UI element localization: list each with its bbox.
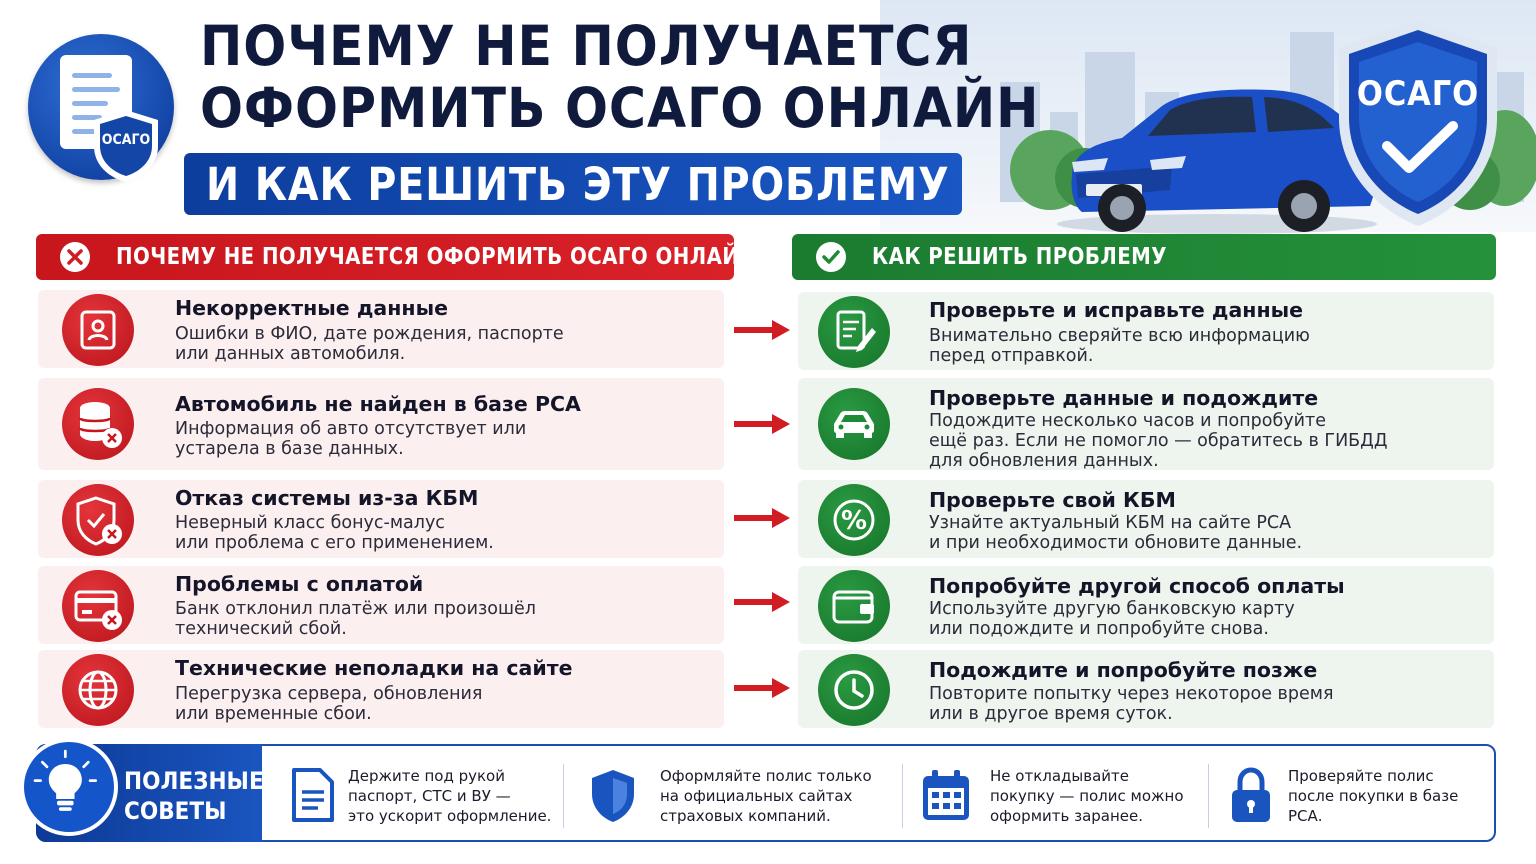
percent-icon bbox=[818, 484, 890, 556]
solution-text: Повторите попытку через некоторое время или в другое время суток. bbox=[929, 684, 1334, 724]
lightbulb-icon bbox=[20, 738, 118, 836]
solution-text: Используйте другую банковскую карту или подождите и попробуйте снова. bbox=[929, 599, 1295, 639]
tips-title: ПОЛЕЗНЫЕ СОВЕТЫ bbox=[124, 767, 264, 825]
globe-icon bbox=[62, 654, 134, 726]
id-card-icon bbox=[62, 294, 134, 366]
page-title-line1: ПОЧЕМУ НЕ ПОЛУЧАЕТСЯ bbox=[200, 14, 973, 78]
tip-text: Проверяйте полис после покупки в базе РСА. bbox=[1288, 767, 1459, 825]
solutions-header-title: КАК РЕШИТЬ ПРОБЛЕМУ bbox=[872, 244, 1167, 270]
car-illustration bbox=[1052, 66, 1382, 236]
problem-text: Банк отклонил платёж или произошёл технический сбой. bbox=[175, 599, 536, 639]
solution-title: Проверьте данные и подождите bbox=[929, 386, 1319, 410]
shield-check-icon bbox=[1335, 18, 1501, 228]
arrow-right-icon bbox=[734, 676, 792, 700]
problem-item bbox=[38, 378, 724, 470]
tip-item bbox=[1228, 764, 1488, 830]
arrow-right-icon bbox=[734, 318, 792, 342]
solutions-header bbox=[792, 234, 1496, 280]
problem-title: Некорректные данные bbox=[175, 296, 449, 320]
shield-icon bbox=[590, 766, 636, 824]
divider bbox=[563, 764, 564, 828]
problem-text: Ошибки в ФИО, дате рождения, паспорте или данных автомобиля. bbox=[175, 324, 564, 364]
solution-text: Внимательно сверяйте всю информацию перед отправкой. bbox=[929, 326, 1310, 366]
problem-item bbox=[38, 480, 724, 558]
problems-header bbox=[36, 234, 757, 280]
problem-text: Информация об авто отсутствует или устарела в базе данных. bbox=[175, 419, 527, 459]
solution-title: Подождите и попробуйте позже bbox=[929, 658, 1318, 682]
solution-title: Проверьте и исправьте данные bbox=[929, 298, 1304, 322]
solution-item bbox=[798, 378, 1494, 470]
clock-icon bbox=[818, 654, 890, 726]
card-error-icon bbox=[62, 570, 134, 642]
database-error-icon bbox=[62, 388, 134, 460]
solution-item bbox=[798, 566, 1494, 644]
problem-item bbox=[38, 650, 724, 728]
arrow-right-icon bbox=[734, 506, 792, 530]
arrow-right-icon bbox=[734, 590, 792, 614]
car-icon bbox=[818, 388, 890, 460]
solution-title: Проверьте свой КБМ bbox=[929, 488, 1176, 512]
divider bbox=[902, 764, 903, 828]
problem-item bbox=[38, 290, 724, 368]
calendar-icon bbox=[920, 766, 972, 824]
problem-title: Проблемы с оплатой bbox=[175, 572, 424, 596]
problem-title: Технические неполадки на сайте bbox=[175, 656, 573, 680]
wallet-icon bbox=[818, 570, 890, 642]
solution-title: Попробуйте другой способ оплаты bbox=[929, 574, 1345, 598]
problem-title: Автомобиль не найден в базе РСА bbox=[175, 392, 581, 416]
edit-document-icon bbox=[818, 296, 890, 368]
check-icon bbox=[816, 242, 846, 272]
problem-text: Перегрузка сервера, обновления или временные сбои. bbox=[175, 684, 483, 724]
lock-icon bbox=[1228, 766, 1274, 824]
arrow-right-icon bbox=[734, 412, 792, 436]
solution-item bbox=[798, 292, 1494, 370]
divider bbox=[1208, 764, 1209, 828]
shield-error-icon bbox=[62, 484, 134, 556]
solution-text: Подождите несколько часов и попробуйте ещё раз. Если не помогло — обратитесь в ГИБДД для обновления данных. bbox=[929, 411, 1388, 471]
problem-text: Неверный класс бонус-малус или проблема с его применением. bbox=[175, 513, 494, 553]
tip-item bbox=[290, 764, 560, 830]
solution-item bbox=[798, 650, 1494, 728]
tip-item bbox=[590, 764, 890, 830]
page-title-line2: ОФОРМИТЬ ОСАГО ОНЛАЙН bbox=[200, 76, 1040, 140]
tip-text: Оформляйте полис только на официальных сайтах страховых компаний. bbox=[660, 767, 872, 825]
close-icon bbox=[60, 242, 90, 272]
logo-text: ОСАГО bbox=[101, 132, 151, 148]
solution-item bbox=[798, 480, 1494, 558]
shield-text: ОСАГО bbox=[1356, 74, 1480, 114]
problem-item bbox=[38, 566, 724, 644]
tip-text: Не откладывайте покупку — полис можно оформить заранее. bbox=[990, 767, 1184, 825]
problem-title: Отказ системы из-за КБМ bbox=[175, 486, 479, 510]
tip-item bbox=[920, 764, 1190, 830]
tip-text: Держите под рукой паспорт, СТС и ВУ — это ускорит оформление. bbox=[348, 767, 552, 825]
page-subtitle: И КАК РЕШИТЬ ЭТУ ПРОБЛЕМУ bbox=[206, 158, 950, 211]
document-icon bbox=[290, 766, 336, 824]
svg-text:%: % bbox=[840, 506, 868, 536]
solution-text: Узнайте актуальный КБМ на сайте РСА и при необходимости обновите данные. bbox=[929, 513, 1303, 553]
problems-header-title: ПОЧЕМУ НЕ ПОЛУЧАЕТСЯ ОФОРМИТЬ ОСАГО ОНЛАЙН bbox=[116, 244, 757, 270]
